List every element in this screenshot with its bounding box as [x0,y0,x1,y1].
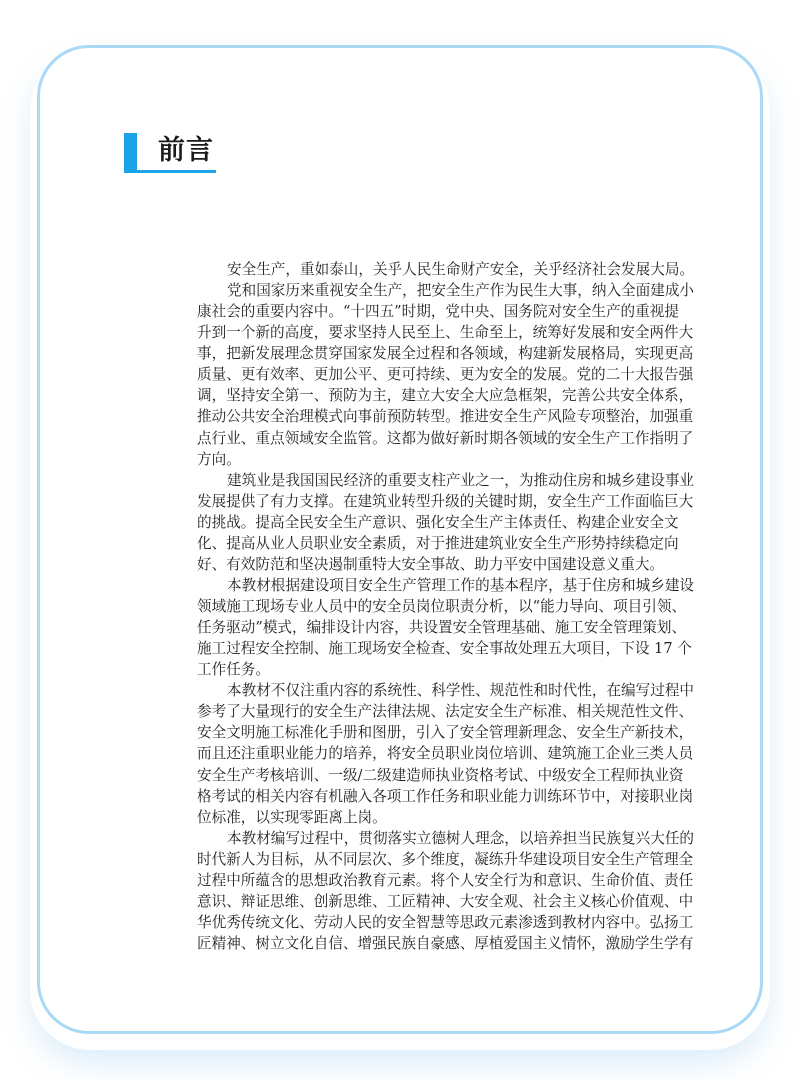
text-line: 格考试的相关内容有机融入各项工作任务和职业能力训练环节中，对接职业岗 [197,787,694,805]
heading-accent-bar [124,133,137,173]
text-line: 工作任务。 [197,661,270,679]
paragraph [197,680,695,827]
text-line: 本教材根据建设项目安全生产管理工作的基本程序，基于住房和城乡建设 [227,576,695,594]
paragraph [197,280,695,470]
text-line: 而且还注重职业能力的培养，将安全员职业岗位培训、建筑施工企业三类人员 [197,745,694,763]
text-line: 事，把新发展理念贯穿国家发展全过程和各领域，构建新发展格局，实现更高 [197,345,694,363]
text-line: 建筑业是我国国民经济的重要支柱产业之一，为推动住房和城乡建设事业 [227,471,695,489]
paragraph [197,828,695,954]
text-line: 的挑战。提高全民安全生产意识、强化安全生产主体责任、构建企业安全文 [197,513,679,531]
text-line: 安全生产考核培训、一级/二级建造师执业资格考试、中级安全工程师执业资 [197,766,684,784]
text-line: 华优秀传统文化、劳动人民的安全智慧等思政元素渗透到教材内容中。弘扬工 [197,913,694,931]
text-line: 方向。 [197,450,241,468]
text-line: 本教材编写过程中，贯彻落实立德树人理念，以培养担当民族复兴大任的 [227,829,695,847]
text-line: 康社会的重要内容中。“十四五”时期，党中央、国务院对安全生产的重视提 [197,303,679,321]
heading-underline [124,170,216,173]
text-line: 安全生产，重如泰山，关乎人民生命财产安全，关乎经济社会发展大局。 [227,261,695,278]
text-line: 意识、辩证思维、创新思维、工匠精神、大安全观、社会主义核心价值观、中 [197,892,694,910]
text-line: 任务驱动”模式，编排设计内容，共设置安全管理基础、施工安全管理策划、 [197,619,687,637]
text-line: 发展提供了有力支撑。在建筑业转型升级的关键时期，安全生产工作面临巨大 [197,492,694,510]
text-line: 安全文明施工标准化手册和图册，引入了安全管理新理念、安全生产新技术， [197,724,694,742]
text-line: 位标准，以实现零距离上岗。 [197,808,387,826]
text-line: 施工过程安全控制、施工现场安全检查、安全事故处理五大项目，下设 17 个 [197,640,692,658]
text-line: 参考了大量现行的安全生产法律法规、法定安全生产标准、相关规范性文件、 [197,703,694,721]
text-line: 升到一个新的高度，要求坚持人民至上、生命至上，统筹好发展和安全两件大 [197,324,694,342]
text-line: 时代新人为目标，从不同层次、多个维度，凝练升华建设项目安全生产管理全 [197,850,694,868]
preface-body [197,259,695,954]
section-heading [124,133,216,173]
paragraph [197,259,695,280]
text-line: 本教材不仅注重内容的系统性、科学性、规范性和时代性，在编写过程中 [227,682,695,700]
text-line: 党和国家历来重视安全生产，把安全生产作为民生大事，纳入全面建成小 [227,282,695,300]
text-line: 过程中所蕴含的思想政治教育元素。将个人安全行为和意识、生命价值、责任 [197,871,694,889]
text-line: 化、提高从业人员职业安全素质，对于推进建筑业安全生产形势持续稳定向 [197,534,679,552]
page-title: 前言 [158,135,214,166]
text-line: 领域施工现场专业人员中的安全员岗位职责分析，以“能力导向、项目引领、 [197,598,687,615]
text-line: 质量、更有效率、更加公平、更可持续、更为安全的发展。党的二十大报告强 [197,366,694,384]
text-line: 好、有效防范和坚决遏制重特大安全事故、助力平安中国建设意义重大。 [197,555,665,573]
text-line: 调，坚持安全第一、预防为主，建立大安全大应急框架，完善公共安全体系， [197,387,694,405]
text-line: 推动公共安全治理模式向事前预防转型。推进安全生产风险专项整治，加强重 [197,408,694,426]
text-line: 匠精神、树立文化自信、增强民族自豪感、厚植爱国主义情怀，激励学生学有 [197,935,694,952]
paragraph [197,470,695,575]
text-line: 点行业、重点领域安全监管。这都为做好新时期各领域的安全生产工作指明了 [197,429,694,447]
paragraph [197,575,695,680]
